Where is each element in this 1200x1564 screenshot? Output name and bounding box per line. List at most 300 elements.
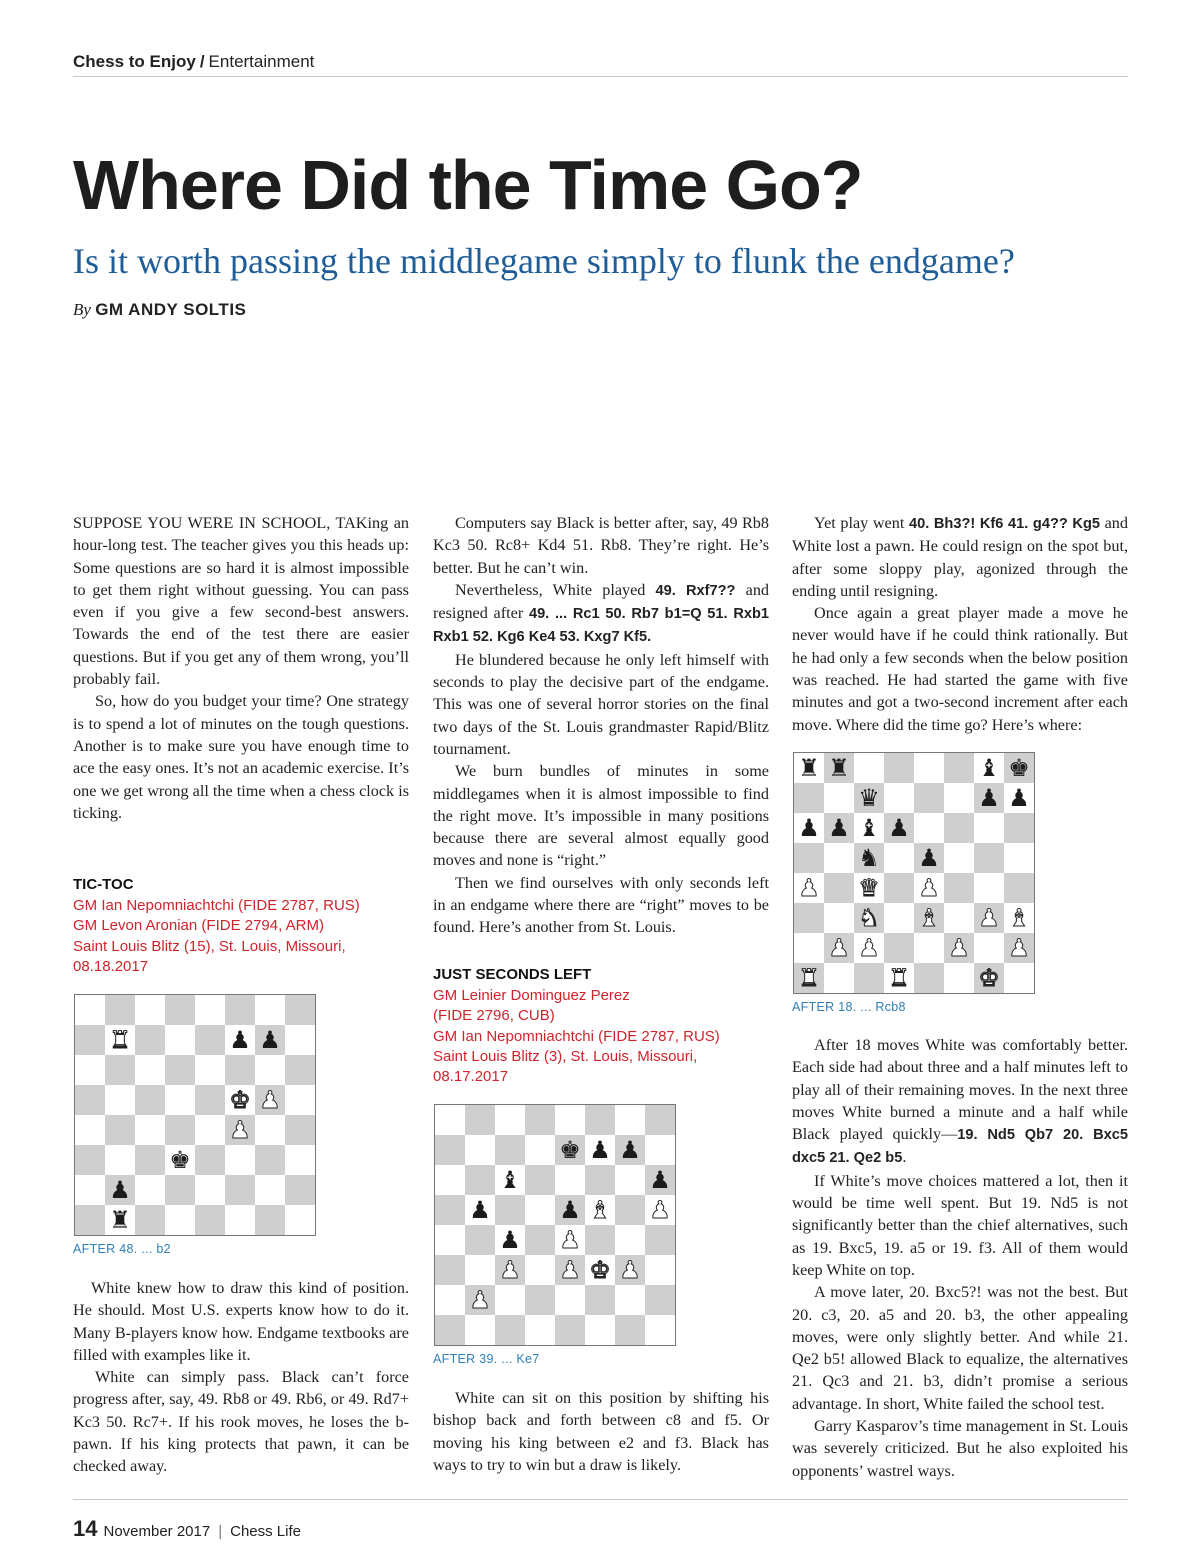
board-square (465, 1315, 495, 1345)
black-pawn-icon: ♟ (499, 1226, 521, 1254)
board-square (495, 1195, 525, 1225)
board-square (854, 963, 884, 993)
board-square (944, 933, 974, 963)
white-bishop-icon: ♝ (1008, 904, 1030, 932)
board-square (1004, 843, 1034, 873)
board-square (1004, 933, 1034, 963)
board-square (465, 1135, 495, 1165)
white-pawn-icon: ♟ (619, 1256, 641, 1284)
board-square (105, 995, 135, 1025)
board-square (195, 1085, 225, 1115)
board-square (495, 1135, 525, 1165)
paragraph (792, 1034, 1128, 1170)
paragraph: So, how do you budget your time? One strategy is to spend a lot of minutes on the tough questions. Another is to make sure you have enough time to ace the easy ones. It’s not an academic exercise. It’s one we get wrong all the time when a chess clock is ticking. (73, 692, 409, 822)
board-square (465, 1105, 495, 1135)
board-square (555, 1315, 585, 1345)
move-text: 19. Nd5 Qb7 20. Bxc5 dxc5 21. Qe2 b5 (792, 1127, 1128, 1167)
byline-author: GM ANDY SOLTIS (95, 300, 247, 319)
paragraph: SUPPOSE YOU WERE IN SCHOOL, TAKing an hour-long test. The teacher gives you this heads up: Some questions are so hard it is almost impossible to get them right without guessing. You can pass even if you give a few second-best answers. Towards the end of the test there are easier questions. But if you get any of them wrong, you’ll probably fail. (73, 514, 409, 689)
board-square (794, 873, 824, 903)
article-title: Where Did the Time Go? (73, 146, 863, 224)
board-square (824, 843, 854, 873)
black-pawn-icon: ♟ (259, 1026, 281, 1054)
board-square (135, 1145, 165, 1175)
black-pawn-icon: ♟ (918, 844, 940, 872)
board-square (854, 903, 884, 933)
board-square (525, 1165, 555, 1195)
game1-black: GM Levon Aronian (FIDE 2794, ARM) (73, 917, 324, 935)
paragraph: A move later, 20. Bxc5?! was not the best. But 20. c3, 20. a5 and 20. b3, the other appealing moves, were only slightly better. And while 21. Qe2 b5! allowed Black to equalize, the alternatives 21. Qc3 and 21. b3, didn’t promise a serious advantage. In short, White failed the school test. (792, 1283, 1128, 1413)
board-square (585, 1135, 615, 1165)
board-square (465, 1165, 495, 1195)
white-bishop-icon: ♝ (589, 1196, 611, 1224)
board-square (824, 903, 854, 933)
board-square (135, 1175, 165, 1205)
board-square (435, 1225, 465, 1255)
board-square (884, 783, 914, 813)
board-square (585, 1225, 615, 1255)
board-square (195, 995, 225, 1025)
board-square (285, 1145, 315, 1175)
board-square (255, 1055, 285, 1085)
white-pawn-icon: ♟ (978, 904, 1000, 932)
paragraph: White can sit on this position by shifting his bishop back and forth between c8 and f5. Or moving his king between e2 and f3. Black has ways to try to win but a draw is likely. (433, 1389, 769, 1474)
board-square (585, 1165, 615, 1195)
section-header (73, 52, 314, 72)
board-square (974, 753, 1004, 783)
board-square (165, 1085, 195, 1115)
text: Nevertheless, White played (455, 580, 646, 599)
white-knight-icon: ♞ (858, 904, 880, 932)
board-square (854, 843, 884, 873)
column-1-lower (73, 1277, 409, 1478)
board-square (884, 903, 914, 933)
white-pawn-icon: ♟ (559, 1256, 581, 1284)
board-square (225, 995, 255, 1025)
board-square (585, 1195, 615, 1225)
board-square (794, 783, 824, 813)
game2-info (433, 986, 773, 1087)
white-pawn-icon: ♟ (469, 1286, 491, 1314)
board-square (165, 1115, 195, 1145)
white-pawn-icon: ♟ (259, 1086, 281, 1114)
board-square (944, 903, 974, 933)
board-square (854, 873, 884, 903)
game2-caption: AFTER 39. ... Ke7 (433, 1352, 540, 1366)
board-square (225, 1085, 255, 1115)
board-square (645, 1105, 675, 1135)
page-footer (73, 1516, 301, 1542)
white-king-icon: ♚ (229, 1086, 251, 1114)
board-square (645, 1225, 675, 1255)
page-number: 14 (73, 1516, 98, 1541)
black-knight-icon: ♞ (858, 844, 880, 872)
board-square (165, 1145, 195, 1175)
board-square (285, 1175, 315, 1205)
board-square (255, 1205, 285, 1235)
board-square (225, 1145, 255, 1175)
board-square (255, 995, 285, 1025)
black-pawn-icon: ♟ (589, 1136, 611, 1164)
black-pawn-icon: ♟ (649, 1166, 671, 1194)
board-square (914, 753, 944, 783)
board-square (195, 1055, 225, 1085)
board-square (135, 995, 165, 1025)
board-square (854, 783, 884, 813)
board-square (75, 1115, 105, 1145)
board-square (884, 933, 914, 963)
board-square (525, 1135, 555, 1165)
board-square (435, 1165, 465, 1195)
board-square (1004, 963, 1034, 993)
game2-event: Saint Louis Blitz (3), St. Louis, Missouri, (433, 1047, 698, 1065)
board-square (585, 1255, 615, 1285)
white-rook-icon: ♜ (888, 964, 910, 992)
black-bishop-icon: ♝ (978, 754, 1000, 782)
board-square (645, 1315, 675, 1345)
board-square (435, 1315, 465, 1345)
paragraph (433, 579, 769, 649)
board-square (225, 1115, 255, 1145)
board-square (555, 1195, 585, 1225)
white-pawn-icon: ♟ (858, 934, 880, 962)
board-square (974, 903, 1004, 933)
board-square (225, 1175, 255, 1205)
white-queen-icon: ♛ (858, 874, 880, 902)
board-square (525, 1105, 555, 1135)
board-square (1004, 783, 1034, 813)
black-pawn-icon: ♟ (978, 784, 1000, 812)
white-pawn-icon: ♟ (798, 874, 820, 902)
board-square (195, 1205, 225, 1235)
board-square (165, 995, 195, 1025)
black-rook-icon: ♜ (798, 754, 820, 782)
board-square (645, 1195, 675, 1225)
issue-date: November 2017 (103, 1523, 211, 1540)
white-king-icon: ♚ (589, 1256, 611, 1284)
board-square (854, 813, 884, 843)
board-square (555, 1165, 585, 1195)
board-square (165, 1205, 195, 1235)
board-square (525, 1225, 555, 1255)
text: After 18 moves White was comfortably better. Each side had about three and a half minutes left to play all of their remaining moves. In the next three moves White burned a minute and a half while Black played quickly— (792, 1036, 1128, 1144)
paragraph: Once again a great player made a move he never would have if he could think rationally. But he had only a few seconds when the below position was reached. He had started the game with five minutes and got a two-second increment after each move. Where did the time go? Here’s where: (792, 604, 1128, 734)
board-square (285, 1025, 315, 1055)
column-3-lower (792, 1034, 1128, 1482)
paragraph (792, 512, 1128, 602)
board-square (285, 995, 315, 1025)
board-square (135, 1055, 165, 1085)
board-square (645, 1135, 675, 1165)
game3-caption: AFTER 18. ... Rcb8 (792, 1000, 906, 1014)
paragraph: If White’s move choices mattered a lot, then it would be time well spent. But 19. Nd5 is not significantly better than the chief alternatives, such as 19. Bxc5, 19. a5 or 19. f3. All of them would keep White on top. (792, 1171, 1128, 1279)
board-square (135, 1115, 165, 1145)
board-square (1004, 903, 1034, 933)
board-square (105, 1205, 135, 1235)
black-pawn-icon: ♟ (559, 1196, 581, 1224)
board-square (495, 1165, 525, 1195)
board-square (435, 1135, 465, 1165)
board-square (555, 1105, 585, 1135)
board-square (884, 813, 914, 843)
header-separator: / (199, 52, 205, 71)
board-square (225, 1205, 255, 1235)
board-square (285, 1205, 315, 1235)
article-subtitle: Is it worth passing the middlegame simply to flunk the endgame? (73, 241, 1015, 281)
black-bishop-icon: ♝ (499, 1166, 521, 1194)
board-square (465, 1225, 495, 1255)
board-square (615, 1195, 645, 1225)
board-square (914, 783, 944, 813)
black-bishop-icon: ♝ (858, 814, 880, 842)
board-square (135, 1205, 165, 1235)
black-king-icon: ♚ (559, 1136, 581, 1164)
board-square (255, 1145, 285, 1175)
section-name: Chess to Enjoy (73, 52, 196, 71)
game1-caption: AFTER 48. ... b2 (73, 1242, 171, 1256)
byline (73, 300, 246, 320)
board-square (974, 933, 1004, 963)
column-2 (433, 512, 769, 939)
chess-diagram-3 (793, 752, 1035, 994)
chess-diagram-1 (74, 994, 316, 1236)
paragraph: White can simply pass. Black can’t force progress after, say, 49. Rb8 or 49. Rb6, or 49. Rd7+ Kc3 50. Rc7+. If his rook moves, he loses the b-pawn. If his king protects that pawn, it can be checked away. (73, 1368, 409, 1476)
board-square (495, 1315, 525, 1345)
board-square (255, 1085, 285, 1115)
text: and resigned after (433, 580, 770, 623)
column-1 (73, 512, 409, 824)
board-square (495, 1225, 525, 1255)
board-square (884, 873, 914, 903)
board-square (794, 903, 824, 933)
board-square (225, 1055, 255, 1085)
white-king-icon: ♚ (978, 964, 1000, 992)
board-square (914, 873, 944, 903)
board-square (944, 843, 974, 873)
board-square (794, 933, 824, 963)
board-square (974, 783, 1004, 813)
board-square (525, 1315, 555, 1345)
board-square (165, 1025, 195, 1055)
black-pawn-icon: ♟ (109, 1176, 131, 1204)
white-pawn-icon: ♟ (918, 874, 940, 902)
board-square (884, 753, 914, 783)
board-square (914, 903, 944, 933)
board-square (884, 843, 914, 873)
board-square (75, 1085, 105, 1115)
board-square (255, 1025, 285, 1055)
bottom-divider (73, 1499, 1128, 1500)
game2-black: GM Ian Nepomniachtchi (FIDE 2787, RUS) (433, 1027, 720, 1045)
board-square (645, 1285, 675, 1315)
board-square (435, 1105, 465, 1135)
black-rook-icon: ♜ (828, 754, 850, 782)
board-square (645, 1165, 675, 1195)
board-square (75, 1145, 105, 1175)
board-square (854, 933, 884, 963)
board-square (195, 1115, 225, 1145)
board-square (135, 1085, 165, 1115)
black-rook-icon: ♜ (109, 1206, 131, 1234)
black-pawn-icon: ♟ (469, 1196, 491, 1224)
board-square (1004, 753, 1034, 783)
board-square (435, 1195, 465, 1225)
board-square (824, 753, 854, 783)
board-square (105, 1055, 135, 1085)
board-square (615, 1285, 645, 1315)
white-rook-icon: ♜ (798, 964, 820, 992)
game1-event: Saint Louis Blitz (15), St. Louis, Missouri, (73, 937, 346, 955)
white-bishop-icon: ♝ (918, 904, 940, 932)
byline-by: By (73, 300, 91, 319)
board-square (195, 1175, 225, 1205)
board-square (645, 1255, 675, 1285)
board-square (944, 873, 974, 903)
black-pawn-icon: ♟ (828, 814, 850, 842)
board-square (525, 1285, 555, 1315)
black-king-icon: ♚ (1008, 754, 1030, 782)
board-square (105, 1175, 135, 1205)
board-square (195, 1145, 225, 1175)
board-square (824, 933, 854, 963)
top-divider (73, 76, 1128, 77)
black-pawn-icon: ♟ (888, 814, 910, 842)
board-square (615, 1105, 645, 1135)
board-square (165, 1055, 195, 1085)
white-pawn-icon: ♟ (1008, 934, 1030, 962)
board-square (555, 1285, 585, 1315)
board-square (1004, 873, 1034, 903)
magazine-name: Chess Life (230, 1523, 301, 1540)
board-square (944, 963, 974, 993)
board-square (555, 1225, 585, 1255)
board-square (285, 1115, 315, 1145)
board-square (105, 1085, 135, 1115)
board-square (944, 753, 974, 783)
board-square (105, 1145, 135, 1175)
white-pawn-icon: ♟ (649, 1196, 671, 1224)
board-square (495, 1105, 525, 1135)
move-text: 40. Bh3?! Kf6 41. g4?? Kg5 (908, 516, 1100, 532)
paragraph: We burn bundles of minutes in some middlegames when it is almost impossible to find the right move. It’s impossible in many positions because there are several almost equally good moves and none is “right.” (433, 762, 769, 870)
board-square (974, 963, 1004, 993)
game2-white-rating: (FIDE 2796, CUB) (433, 1007, 555, 1025)
board-square (585, 1105, 615, 1135)
white-pawn-icon: ♟ (559, 1226, 581, 1254)
board-square (794, 843, 824, 873)
board-square (285, 1085, 315, 1115)
board-square (195, 1025, 225, 1055)
white-pawn-icon: ♟ (948, 934, 970, 962)
board-square (974, 813, 1004, 843)
board-square (465, 1195, 495, 1225)
black-pawn-icon: ♟ (798, 814, 820, 842)
text: and White lost a pawn. He could resign on the spot but, after some sloppy play, agonized through the ending until resigning. (792, 514, 1128, 600)
board-square (225, 1025, 255, 1055)
board-square (1004, 813, 1034, 843)
move-text: 49. Rxf7?? (655, 582, 736, 599)
board-square (824, 813, 854, 843)
board-square (615, 1255, 645, 1285)
board-square (465, 1255, 495, 1285)
board-square (555, 1255, 585, 1285)
board-square (914, 843, 944, 873)
game1-white: GM Ian Nepomniachtchi (FIDE 2787, RUS) (73, 897, 360, 914)
white-pawn-icon: ♟ (828, 934, 850, 962)
board-square (824, 783, 854, 813)
board-square (165, 1175, 195, 1205)
board-square (75, 1175, 105, 1205)
board-square (914, 963, 944, 993)
game1-info (73, 896, 413, 977)
board-square (495, 1285, 525, 1315)
board-square (914, 933, 944, 963)
board-square (794, 963, 824, 993)
board-square (555, 1135, 585, 1165)
paragraph: Then we find ourselves with only seconds left in an endgame where there are “right” moves to be found. Here’s another from St. Louis. (433, 873, 769, 937)
black-queen-icon: ♛ (858, 784, 880, 812)
footer-separator: | (218, 1523, 223, 1540)
board-square (495, 1255, 525, 1285)
board-square (75, 1025, 105, 1055)
board-square (615, 1315, 645, 1345)
board-square (525, 1195, 555, 1225)
game2-date: 08.17.2017 (433, 1068, 509, 1086)
move-text: 49. ... Rc1 50. Rb7 b1=Q 51. Rxb1 Rxb1 52. Kg6 Ke4 53. Kxg7 Kf5. (433, 606, 770, 646)
board-square (974, 843, 1004, 873)
game2-heading: JUST SECONDS LEFT (433, 966, 592, 983)
board-square (615, 1135, 645, 1165)
board-square (285, 1055, 315, 1085)
paragraph: Computers say Black is better after, say, 49 Rb8 Kc3 50. Rc8+ Kd4 51. Rb8. They’re right. He’s better. But he can’t win. (433, 514, 769, 577)
black-pawn-icon: ♟ (1008, 784, 1030, 812)
board-square (135, 1025, 165, 1055)
black-king-icon: ♚ (169, 1146, 191, 1174)
board-square (435, 1255, 465, 1285)
board-square (435, 1285, 465, 1315)
board-square (854, 753, 884, 783)
board-square (794, 753, 824, 783)
chess-diagram-2 (434, 1104, 676, 1346)
board-square (255, 1115, 285, 1145)
board-square (914, 813, 944, 843)
board-square (75, 995, 105, 1025)
board-square (974, 873, 1004, 903)
column-3 (792, 512, 1128, 736)
board-square (75, 1055, 105, 1085)
board-square (585, 1285, 615, 1315)
game2-white: GM Leinier Dominguez Perez (433, 987, 630, 1004)
black-pawn-icon: ♟ (619, 1136, 641, 1164)
board-square (824, 963, 854, 993)
board-square (105, 1025, 135, 1055)
text: Yet play went (814, 514, 905, 532)
white-pawn-icon: ♟ (499, 1256, 521, 1284)
text: . (902, 1148, 907, 1167)
white-rook-icon: ♜ (109, 1026, 131, 1054)
game1-heading: TIC-TOC (73, 876, 134, 893)
board-square (944, 783, 974, 813)
board-square (884, 963, 914, 993)
board-square (105, 1115, 135, 1145)
column-2-lower (433, 1387, 769, 1476)
board-square (75, 1205, 105, 1235)
board-square (615, 1165, 645, 1195)
board-square (615, 1225, 645, 1255)
paragraph: White knew how to draw this kind of position. He should. Most U.S. experts know how to do it. Many B-players know how. Endgame textbooks are filled with examples like it. (73, 1279, 409, 1364)
board-square (824, 873, 854, 903)
board-square (465, 1285, 495, 1315)
